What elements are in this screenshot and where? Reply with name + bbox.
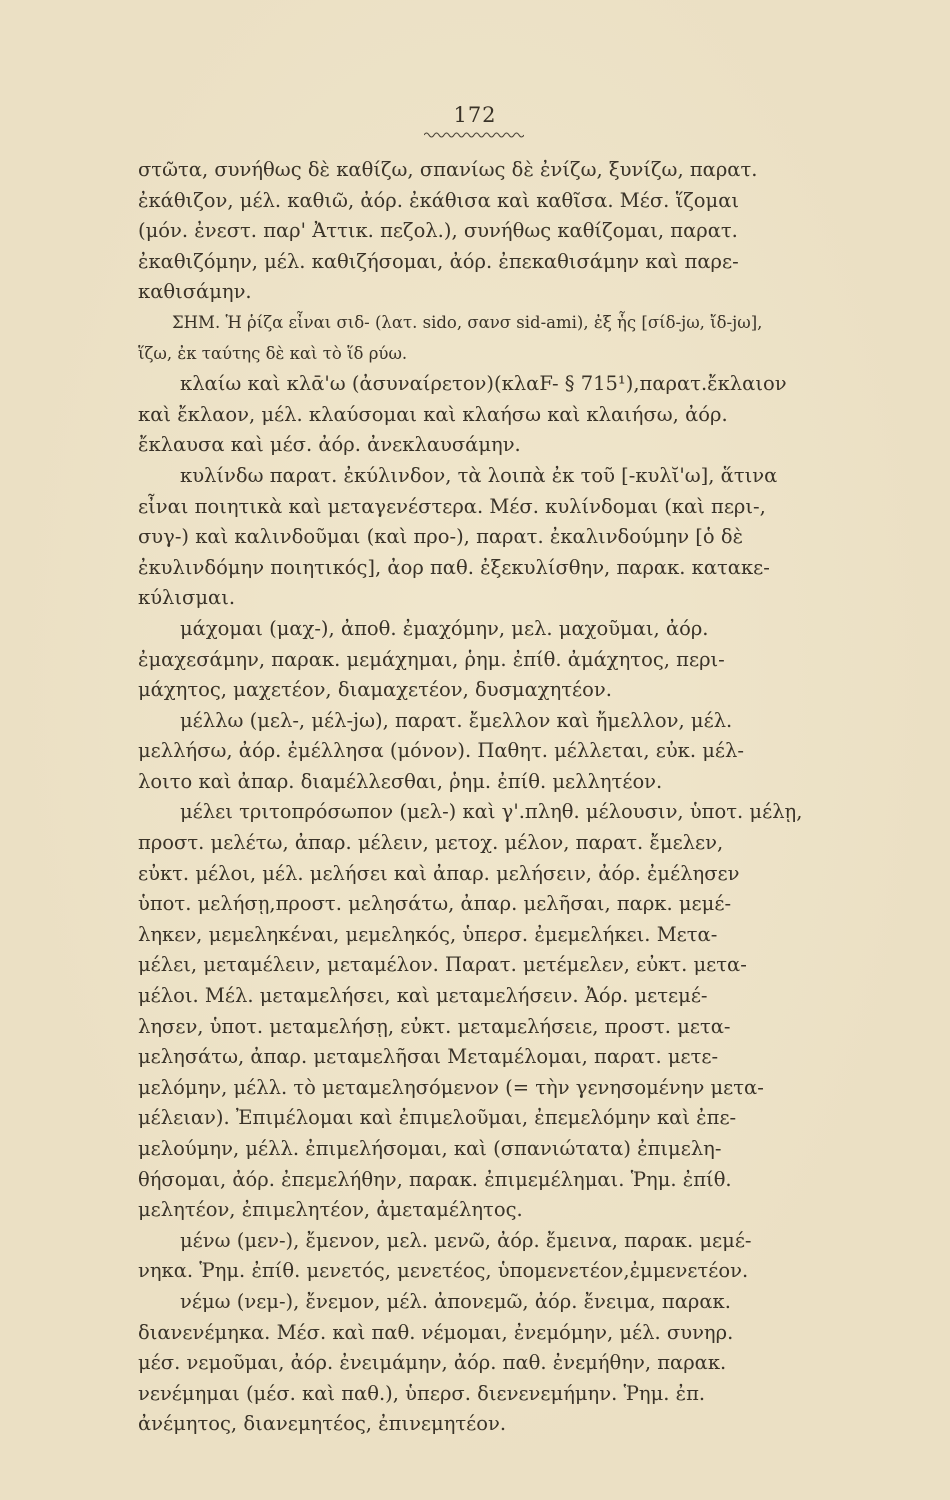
text-line: μελησάτω, ἀπαρ. μεταμελῆσαι Μεταμέλομαι, παρατ. μετε- [138, 1045, 719, 1069]
text-line: ἐκάθιζον, μέλ. καθιῶ, ἀόρ. ἐκάθισα καὶ καθῖσα. Μέσ. ἵζομαι [138, 188, 740, 212]
entry-line: μέλει τριτοπρόσωπον (μελ-) καὶ γ'.πληθ. μέλουσιν, ὑποτ. μέλῃ, [180, 800, 803, 824]
text-line: καθισάμην. [138, 280, 252, 304]
note-line: ΣΗΜ. Ἡ ῥίζα εἶναι σιδ- (λατ. sido, σανσ sid-ami), ἐξ ἧς [σίδ-jω, ἴδ-jω], [172, 312, 763, 332]
text-line: μελούμην, μέλλ. ἐπιμελήσομαι, καὶ (σπανιώτατα) ἐπιμελη- [138, 1137, 722, 1160]
text-line: νηκα. Ῥημ. ἐπίθ. μενετός, μενετέος, ὑπομενετέον,ἐμμενετέον. [138, 1259, 749, 1283]
text-line: εἶναι ποιητικὰ καὶ μεταγενέστερα. Μέσ. κυλίνδομαι (καὶ περι-, [138, 494, 766, 518]
text-line: μέλειαν). Ἐπιμέλομαι καὶ ἐπιμελοῦμαι, ἐπεμελόμην καὶ ἐπε- [138, 1106, 737, 1130]
entry-line: νέμω (νεμ-), ἔνεμον, μέλ. ἀπονεμῶ, ἀόρ. ἔνειμα, παρακ. [180, 1289, 731, 1313]
text-line: μελόμην, μέλλ. τὸ μεταμελησόμενον (= τὴν γενησομένην μετα- [138, 1075, 764, 1099]
entry-line: κυλίνδω παρατ. ἐκύλινδον, τὰ λοιπὰ ἐκ τοῦ [-κυλῐ'ω], ἅτινα [180, 463, 778, 487]
entry-line: κλαίω καὶ κλᾱ'ω (ἀσυναίρετον)(κλαF- § 715¹),παρατ.ἔκλαιον [180, 372, 787, 396]
text-line: ὑποτ. μελήσῃ,προστ. μελησάτω, ἀπαρ. μελῆσαι, παρκ. μεμέ- [138, 892, 732, 916]
text-line: συγ-) καὶ καλινδοῦμαι (καὶ προ-), παρατ. ἐκαλινδούμην [ὁ δὲ [138, 525, 744, 549]
text-line: νενέμημαι (μέσ. καὶ παθ.), ὑπερσ. διενενεμήμην. Ῥημ. ἐπ. [138, 1381, 706, 1405]
text-line: μελλήσω, ἀόρ. ἐμέλλησα (μόνον). Παθητ. μέλλεται, εὐκ. μέλ- [138, 739, 744, 763]
note-line: ἵζω, ἐκ ταύτης δὲ καὶ τὸ ἵδ ρύω. [138, 343, 408, 363]
page-number: 172 [453, 103, 497, 127]
text-line: ἐκαθιζόμην, μέλ. καθιζήσομαι, ἀόρ. ἐπεκαθισάμην καὶ παρε- [138, 249, 739, 273]
text-line: στῶτα, συνήθως δὲ καθίζω, σπανίως δὲ ἐνίζω, ξυνίζω, παρατ. [138, 158, 758, 181]
text-line: ἀνέμητος, διανεμητέος, ἐπινεμητέον. [138, 1412, 507, 1436]
text-line: εὐκτ. μέλοι, μέλ. μελήσει καὶ ἀπαρ. μελήσειν, ἀόρ. ἐμέλησεν [138, 861, 740, 885]
text-line: προστ. μελέτω, ἀπαρ. μέλειν, μετοχ. μέλον, παρατ. ἔμελεν, [138, 831, 724, 855]
text-line: μέσ. νεμοῦμαι, ἀόρ. ἐνειμάμην, ἀόρ. παθ. ἐνεμήθην, παρακ. [138, 1351, 727, 1375]
entry-line: μένω (μεν-), ἔμενον, μελ. μενῶ, ἀόρ. ἔμεινα, παρακ. μεμέ- [180, 1228, 752, 1252]
text-line: λοιτο καὶ ἀπαρ. διαμέλλεσθαι, ῥημ. ἐπίθ. μελλητέον. [138, 769, 663, 793]
wavy-rule-ornament [424, 130, 524, 140]
text-line: κύλισμαι. [138, 586, 236, 610]
text-line: μελητέον, ἐπιμελητέον, ἀμεταμέλητος. [138, 1198, 523, 1222]
body-text [138, 155, 878, 1440]
text-line: διανενέμηκα. Μέσ. καὶ παθ. νέμομαι, ἐνεμόμην, μέλ. συνηρ. [138, 1320, 734, 1344]
text-line: ἔκλαυσα καὶ μέσ. ἀόρ. ἀνεκλαυσάμην. [138, 433, 521, 457]
text-line: μάχητος, μαχετέον, διαμαχετέον, δυσμαχητέον. [138, 678, 612, 702]
text-line: θήσομαι, ἀόρ. ἐπεμελήθην, παρακ. ἐπιμεμέλημαι. Ῥημ. ἐπίθ. [138, 1167, 732, 1191]
text-line: καὶ ἔκλαον, μέλ. κλαύσομαι καὶ κλαήσω καὶ κλαιήσω, ἀόρ. [138, 402, 728, 426]
text-line: μέλει, μεταμέλειν, μεταμέλον. Παρατ. μετέμελεν, εὐκτ. μετα- [138, 953, 747, 977]
text-line: ληκεν, μεμεληκέναι, μεμεληκός, ὑπερσ. ἐμεμελήκει. Μετα- [138, 922, 718, 946]
text-line: μέλοι. Μέλ. μεταμελήσει, καὶ μεταμελήσειν. Ἀόρ. μετεμέ- [138, 984, 708, 1008]
text-line: ἐκυλινδόμην ποιητικός], ἀορ παθ. ἐξεκυλίσθην, παρακ. κατακε- [138, 555, 770, 579]
text-line: (μόν. ἐνεστ. παρ' Ἀττικ. πεζολ.), συνήθως καθίζομαι, παρατ. [138, 219, 738, 243]
entry-line: μέλλω (μελ-, μέλ-jω), παρατ. ἔμελλον καὶ ἤμελλον, μέλ. [180, 708, 733, 732]
text-line: λησεν, ὑποτ. μεταμελήσῃ, εὐκτ. μεταμελήσειε, προστ. μετα- [138, 1014, 731, 1038]
entry-line: μάχομαι (μαχ-), ἀποθ. ἐμαχόμην, μελ. μαχοῦμαι, ἀόρ. [180, 616, 709, 640]
text-line: ἐμαχεσάμην, παρακ. μεμάχημαι, ῥημ. ἐπίθ. ἀμάχητος, περι- [138, 647, 725, 671]
